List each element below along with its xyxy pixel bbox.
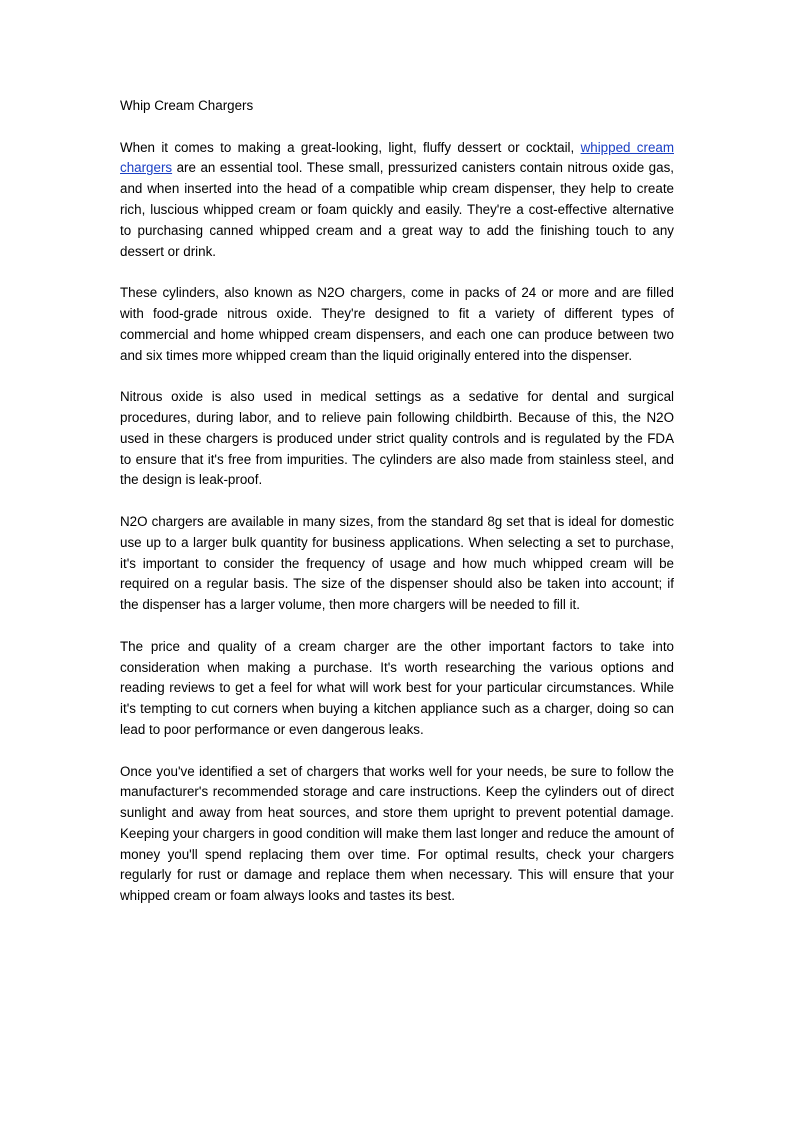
intro-text-after-link: are an essential tool. These small, pressurized canisters contain nitrous oxide gas, and when inserted into the head of a compatible whip cream dispenser, they help to create rich, luscious whipped cream or foam quickly and easily. They're a cost-effective alternative to purchasing canned whipped cream and a great way to add the finishing touch to any dessert or drink. [120, 160, 674, 259]
paragraph-nitrous-oxide-medical: Nitrous oxide is also used in medical settings as a sedative for dental and surgical procedures, during labor, and to relieve pain following childbirth. Because of this, the N2O used in these chargers is produced under strict quality controls and is regulated by the FDA to ensure that it's free from impurities. The cylinders are also made from stainless steel, and the design is leak-proof. [120, 389, 674, 488]
document-title: Whip Cream Chargers [120, 98, 254, 113]
intro-text-before-link: When it comes to making a great-looking, light, fluffy dessert or cocktail, [120, 139, 581, 155]
paragraph-storage-care: Once you've identified a set of chargers that works well for your needs, be sure to follow the manufacturer's recommended storage and care instructions. Keep the cylinders out of direct sunlight and away from heat sources, and store them upright to prevent potential damage. Keeping your chargers in good condition will make them last longer and reduce the amount of money you'll spend replacing them over time. For optimal results, check your chargers regularly for rust or damage and replace them when necessary. This will ensure that your whipped cream or foam always looks and tastes its best. [120, 763, 674, 904]
paragraph-price-quality: The price and quality of a cream charger are the other important factors to take into consideration when making a purchase. It's worth researching the various options and reading reviews to get a feel for what will work best for your particular circumstances. While it's tempting to cut corners when buying a kitchen appliance such as a charger, doing so can lead to poor performance or even dangerous leaks. [120, 638, 674, 737]
paragraph-n2o-chargers: These cylinders, also known as N2O chargers, come in packs of 24 or more and are filled with food-grade nitrous oxide. They're designed to fit a variety of different types of commercial and home whipped cream dispensers, and each one can produce between two and six times more whipped cream than the liquid originally entered into the dispenser. [120, 285, 674, 363]
intro-paragraph [120, 138, 674, 263]
whipped-cream-chargers-link[interactable]: whipped cream chargers [120, 139, 674, 176]
paragraph-charger-sizes: N2O chargers are available in many sizes, from the standard 8g set that is ideal for domestic use up to a larger bulk quantity for business applications. When selecting a set to purchase, it's important to consider the frequency of usage and how much whipped cream will be required on a regular basis. The size of the dispenser should also be taken into account; if the dispenser has a larger volume, then more chargers will be needed to fill it. [120, 513, 674, 613]
document-page [120, 96, 674, 928]
